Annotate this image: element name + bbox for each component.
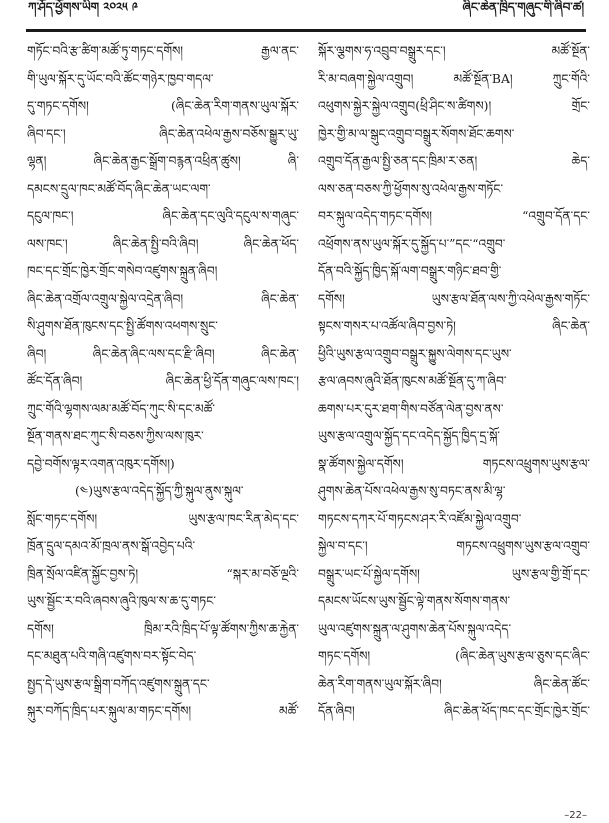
text-line: ཡུལ་འཛུགས་སྐྲུན་ལ་ཤུགས་ཆེན་པོས་སྐུལ་འདེད་	[318, 621, 512, 636]
text-line: གཏངས་དཀར་པོ་གཏངས་ཤར་རི་འཛོམ་སྐྱེལ་འགྲུབ་	[318, 511, 522, 526]
article-title: ཞིང་ཆེན་ཁྲིད་གཞུང་གི་ཞིབ་ཚ།	[462, 0, 584, 14]
text-line: སྔོན་གནས་ཐང་ཀུང་སི་བཅས་ཀྱིས་ལས་ཁུར་	[27, 429, 204, 443]
text-line: ཆགས་པར་དུར་ཐག་གིས་བཙོན་ལེན་བྱས་ནས་	[318, 401, 504, 416]
text-line: སྟངས་གསར་པ་འཚོལ་ཞིབ་བྱས་ཏེ། ཞིང་ཆེན་	[318, 319, 590, 333]
text-line: འགྲུབ་དོན་རྒྱལ་སྤྱི་ཅན་དང་ཁྲིམ་ར་ཅན། ཆེད་	[318, 154, 590, 168]
text-line: དངུལ་ཁང་། ཞིང་ཆེན་དང་ལུའི་དངུལ་ས་གཞུང་	[27, 209, 299, 223]
left-column	[27, 38, 299, 726]
text-line: འཕུགས་སྐྱེར་སྐྱེལ་འགྲུབ(ཕྲི་ཤིང་ས་ཚིགས)། གྲོང་	[318, 99, 590, 113]
text-line: བསྒྲུར་ཡང་པོ་སྐྱེལ་དགོས། ཡུས་རྩལ་གྱི་གྲོ་དང་	[318, 566, 590, 581]
running-header	[28, 0, 584, 28]
text-line: དོན་བའི་སྐྱོད་ཁྱིད་སྐོ་ལག་བསྒྲུར་གཉིང་ཐབ་གྱི་	[318, 264, 502, 278]
text-line: སྐྱེལ་བ་དང་། གཏངས་འཕྲུགས་ཡུས་རྩལ་འགྲུབ་	[318, 539, 590, 553]
text-line: ལས་ཅན་བཅས་ཀྱི་ཕྱོགས་སུ་འཕེལ་རྒྱས་གཏོང་	[318, 181, 504, 196]
header-rule	[26, 29, 586, 32]
text-line: དགོས། ཡུས་རྩལ་ཐོན་ལས་ཀྱི་འཕེལ་རྒྱས་གཏོང་	[318, 291, 590, 306]
text-line: སྤྱད་དེ་ཡུས་རྩལ་སྒྲིག་བཀོད་འཛུགས་སྐྲུན་དང་	[27, 676, 210, 691]
text-line: གཏང་དགོས། (ཞིང་ཆེན་ཡུས་རྩལ་ཅུས་དང་ཞིང་	[318, 649, 590, 663]
text-line: ཚོང་དོན་ཞིབ། ཞིང་ཆེན་ཕྱི་དོན་གཞུང་ལས་ཁང་།	[27, 374, 299, 388]
text-line: སློང་གཏང་དགོས། ཡུས་རྩལ་ཁང་རིན་མེད་དང་	[27, 511, 299, 526]
text-line: དུ་གཏང་དགོས། (ཞིང་ཆེན་རིག་གནས་ཡུལ་སྐོར་	[27, 99, 299, 113]
text-line: ཁྲིན་སྲོལ་འཛིན་སྐྱོང་བྱས་ཏེ། “སྐར་མ་བཅོ་ལྔའི་	[27, 566, 299, 581]
text-line: ཡུས་རྩལ་འགྲུལ་སྐྱོད་དང་འདེད་སྐྱོད་ཁྱིད་དྲ་སྐོ་	[318, 429, 501, 443]
text-line: དོན་ཞིབ། ཞིང་ཆེན་ཕོད་ཁང་དང་གྲོང་ཁྱེར་གྲོང་	[318, 704, 590, 718]
text-line: ལྷན། ཞིང་ཆེན་རྒྱང་སྒྲོག་བརྙན་འཕྲིན་ཚུས། ཞི་	[27, 154, 299, 168]
text-line: ཞིབ་དང་། ཞིང་ཆེན་འཕེལ་རྒྱས་བཅོས་སྒྱུར་ཡུ་	[27, 126, 299, 141]
text-line: ཡུས་སྦྱོང་ར་བའི་ཞབས་ཞུའི་ཁུལ་ས་ཆ་དུ་གཏང་	[27, 594, 216, 608]
text-line: ཀྲུང་གོའི་ལྷགས་ལམ་མཚོ་བོད་ཀུང་སི་དང་མཚོ་	[27, 401, 215, 416]
text-line: སི་ཤུགས་ཐོན་ཁུངས་དང་སྤྱི་ཚོགས་འཕགས་སྲུང་	[27, 319, 218, 333]
text-line: འཕྲོགས་ནས་ཡུལ་སྐོར་དུ་སྐྱོད་པ་”དང་“འགྲུབ་	[318, 236, 506, 251]
text-line: སྐུར་བཀོད་ཁྲིད་པར་སྐུལ་མ་གཏང་དགོས། མཚོ་	[27, 704, 299, 718]
section-heading-line: (༤)ཡུས་རྩལ་འདེད་སྐྱོད་ཀྱི་སྐུལ་ནུས་སྐུལ་	[75, 484, 244, 498]
text-line: བར་སྐུལ་འདེད་གཏང་དགོས། “འགྲུབ་དོན་དང་	[318, 209, 590, 223]
text-line: ཕྱིའི་ཡུས་རྩལ་འགྲུབ་བསྒྲུར་སྐྱུས་ལེགས་དང་ཡུས་	[318, 346, 512, 361]
text-line: ཤུགས་ཆེན་པོས་འཕེལ་རྒྱས་སུ་བཏང་ནས་མི་ལྷ་	[318, 484, 506, 498]
text-line: སྐོར་ལྕགས་ཧ་འབྲུབ་བསྒྲུར་དང་། མཚོ་སྔོན་	[318, 44, 590, 58]
text-line: ཞིང་ཆེན་འགྲོལ་འགྲུལ་སྐྱེལ་འདྲེན་ཞིབ། ཞིང་ཆེན་	[27, 291, 299, 306]
text-line: དང་མཐུན་པའི་གཞི་འཛུགས་བར་སྟོང་བེད་	[27, 649, 197, 663]
text-line: ལས་ཁང་། ཞིང་ཆེན་སྤྱི་བའི་ཞིབ། ཞིང་ཆེན་ཕོད་	[27, 236, 299, 251]
page-number: –22–	[564, 810, 587, 821]
journal-title: ཀ་ཤོད་ཕྱོགས་ཡིག ༢༠༢༥ ༩	[28, 0, 138, 14]
right-column	[318, 38, 590, 726]
text-line: དབྱེ་བགོས་ལྟར་འགན་འཁུར་དགོས།)	[27, 456, 175, 471]
text-line: གཏོང་བའི་རྩ་ཚིག་མཚོ་ཏུ་གཏང་དགོས། རྒྱལ་ནང་	[27, 44, 299, 58]
text-line: ཞིབ། ཞིང་ཆེན་ཞིང་ལས་དང་རྫི་ཞིབ། ཞིང་ཆེན་	[27, 346, 299, 361]
text-line: རི་མ་བཞག་སྐྱེལ་འགྲུབ། མཚོ་སྔོན་BA། ཀྲུང་གོའི་	[318, 71, 590, 86]
text-line: ཆེན་རིག་གནས་ཡུལ་སྐོར་ཞིབ། ཞིང་ཆེན་ཚོང་	[318, 676, 590, 691]
text-line: དགོས། ཁྲིམ་རའི་ཁྲིད་པོ་ལྟ་ཚོགས་ཀྱིས་ཆ་རྐྱེན་	[27, 621, 299, 636]
text-line: ཁྱེར་གྱི་མ་ལ་སྒུང་འགྲུབ་བསྒྲུར་སོགས་ཐོང་ཆགས་	[318, 126, 515, 141]
text-line: དམངས་ཡོངས་ཡུས་སྦྱོང་ལྟེ་གནས་སོགས་གནས་	[318, 594, 511, 608]
text-line: ཁང་དང་གྲོང་ཁྱེར་གྲོང་གསེབ་འཛུགས་སྐྲུན་ཞིབ།	[27, 264, 218, 278]
text-line: དམངས་དྲུལ་ཁང་མཚོ་བོད་ཞིང་ཆེན་ཡང་ལག་	[27, 181, 211, 196]
text-line: གི་ཡུལ་སྐོར་དུ་ཡོང་བའི་ཚོང་གཉེར་ཁྱབ་གདལ་	[27, 71, 214, 86]
text-line: སྣ་ཚོགས་སྐྱེལ་དགོས། གཏངས་འཕྲུགས་ཡུས་རྩལ་	[318, 456, 590, 471]
text-line: ཁྲོན་དྲུལ་དམའ་མོ་ཁྲལ་ནས་སྒོ་འབྱེད་པའི་	[27, 539, 196, 553]
text-line: རྩལ་ཞབས་ཞུའི་ཐོན་ཁུངས་མཚོ་སྔོན་དུ་ཀ་ཞིབ་	[318, 374, 507, 388]
